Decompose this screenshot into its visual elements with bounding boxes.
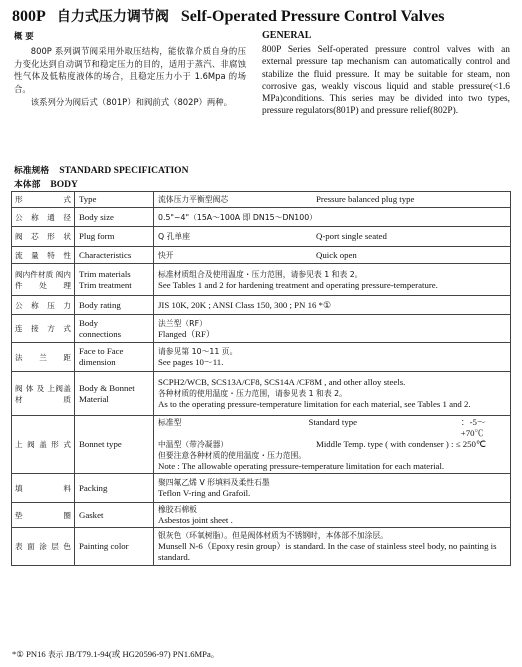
row-label-en — [75, 227, 154, 247]
row-value-text: 法兰型（RF） — [158, 318, 207, 328]
row-value — [154, 227, 511, 247]
row-label-en-line: Body size — [79, 211, 114, 222]
row-label-en-line: connections — [79, 328, 122, 339]
table-row — [12, 343, 511, 372]
table-row — [12, 315, 511, 343]
row-value-text: Quick open — [316, 249, 357, 260]
footnote — [12, 648, 219, 660]
row-label-zh: 连 接 方 式 — [12, 315, 75, 343]
row-value-line — [158, 269, 506, 280]
row-label-en — [75, 528, 154, 566]
table-row — [12, 503, 511, 528]
table-row — [12, 416, 511, 474]
body-heading — [14, 177, 78, 190]
row-value-text: Middle Temp. type ( with condenser ) : ≤ 250℃ — [316, 439, 486, 449]
row-value-line — [158, 250, 506, 261]
title-code: 800P — [12, 8, 45, 25]
page-title — [12, 6, 444, 26]
row-value-line — [158, 541, 506, 563]
row-value — [154, 416, 511, 474]
row-value-text: 橡胶石棉板 — [158, 505, 197, 514]
row-value-line — [158, 329, 506, 340]
general-zh — [14, 30, 246, 109]
row-label-en-line: Body — [79, 317, 99, 328]
row-value — [154, 264, 511, 296]
row-value-text: 快开 — [158, 250, 174, 260]
footnote-pre: *① PN16 — [12, 649, 48, 659]
row-value-text: Standard type — [308, 417, 358, 427]
row-label-en — [75, 264, 154, 296]
row-label-en — [75, 372, 154, 416]
row-value-text: 请参见第 10～11 页。 — [158, 347, 238, 356]
row-value — [154, 372, 511, 416]
table-row — [12, 528, 511, 566]
row-value-line — [158, 280, 506, 291]
row-value-text: 标准材质组合及使用温度・压力范围，请参见表 1 和表 2。 — [158, 269, 363, 279]
row-label-zh: 公 称 通 径 — [12, 208, 75, 227]
table-row — [12, 208, 511, 227]
row-value-text: Q-port single seated — [316, 231, 387, 241]
row-label-en — [75, 247, 154, 264]
row-label-zh: 垫 圈 — [12, 503, 75, 528]
row-value-line — [158, 488, 506, 499]
row-value-line — [158, 357, 506, 368]
row-value-text: 各种材质的使用温度・压力范围，请参见表 1 和表 2。 — [158, 389, 347, 398]
row-value — [154, 247, 511, 264]
row-value-line — [158, 318, 506, 329]
row-value-line — [158, 212, 506, 223]
general-zh-p1: 800P 系列调节阀采用外取压结构，能依靠介质自身的压力变化达到自动调节和稳定压力的目的，适用于蒸汽、非腐蚀性气体及低粘度液体的场合，且稳定压力小于 1.6Mpa 的场合。 — [14, 45, 246, 95]
row-label-zh: 上阀盖形式 — [12, 416, 75, 474]
row-label-en — [75, 192, 154, 208]
table-row — [12, 296, 511, 315]
row-label-en-line: Type — [79, 194, 97, 204]
general-zh-heading: 概 要 — [14, 31, 34, 41]
row-value-text: Pressure balanced plug type — [316, 194, 415, 204]
row-value — [154, 503, 511, 528]
row-value-text: 标准型 — [158, 418, 182, 427]
row-label-en-line: Body rating — [79, 299, 121, 310]
spec-heading — [14, 163, 188, 176]
row-value-line — [158, 377, 506, 388]
row-label-en-line: Trim treatment — [79, 279, 132, 290]
row-value-text: Note : The allowable operating pressure-temperature limitation for each material. — [158, 461, 445, 471]
row-label-en-line: Gasket — [79, 509, 104, 520]
title-en: Self-Operated Pressure Control Valves — [180, 8, 445, 25]
row-value-line — [158, 450, 506, 461]
row-label-en — [75, 208, 154, 227]
row-value-text: See pages 10～11. — [158, 357, 224, 367]
row-label-zh: 填 料 — [12, 474, 75, 503]
row-value — [154, 343, 511, 372]
table-row — [12, 474, 511, 503]
spec-table — [11, 191, 511, 566]
general-zh-p2: 该系列分为阀后式（801P）和阀前式（802P）两种。 — [30, 96, 232, 107]
table-row — [12, 192, 511, 208]
spec-heading-en: STANDARD SPECIFICATION — [59, 166, 189, 176]
row-label-en — [75, 474, 154, 503]
row-value-line — [158, 399, 506, 410]
row-label-en-line: Characteristics — [79, 249, 132, 260]
row-label-en-line: dimension — [79, 357, 116, 367]
row-value-line — [158, 231, 506, 242]
row-value-line — [158, 388, 506, 399]
row-value — [154, 192, 511, 208]
row-label-en-line: Trim materials — [79, 268, 131, 279]
row-value — [154, 296, 511, 315]
row-label-en-line: Plug form — [79, 231, 115, 241]
row-label-zh: 阀 体 及 上阀盖材质 — [12, 372, 75, 416]
row-value-text: As to the operating pressure-temperature limitation for each material, see Tables 1 and 2. — [158, 399, 471, 409]
row-value-text: 流体压力平衡型阀芯 — [158, 195, 229, 204]
table-row — [12, 264, 511, 296]
row-label-en — [75, 296, 154, 315]
row-value-text: 中温型（带冷凝器） — [158, 440, 229, 449]
row-label-en-line: Packing — [79, 482, 108, 493]
footnote-zh: 表示 — [47, 650, 64, 659]
general-en-text: 800P Series Self-operated pressure control valves with an external pressure tap mechanism can automatically control and stabilize the fluid pressure. It may be suitable for steam, non corrosive gas, weakly viscous liquid and stable pressure(<1.6 MPa)conditions. This series may be divided into two types, pressure regulators(801P) and pressure relief(802P). — [262, 45, 510, 117]
row-value-line — [158, 300, 506, 311]
row-value-line — [158, 461, 506, 472]
row-label-en — [75, 343, 154, 372]
row-value — [154, 315, 511, 343]
table-row — [12, 247, 511, 264]
general-en-heading: GENERAL — [262, 30, 312, 41]
body-heading-zh: 本体部 — [14, 180, 41, 190]
row-label-zh: 流 量 特 性 — [12, 247, 75, 264]
row-label-zh: 阀内件材质 阀内件处理 — [12, 264, 75, 296]
row-value-text: 0.5"~4"（15A～100A 即 DN15～DN100） — [158, 212, 317, 222]
row-value-text: See Tables 1 and 2 for hardening treatment and operating pressure-temperature. — [158, 279, 438, 290]
row-value-text: Asbestos joint sheet . — [158, 515, 233, 525]
row-value-line — [158, 504, 506, 515]
row-label-zh: 表面涂层色 — [12, 528, 75, 566]
row-value-text: Munsell N-6（Epoxy resin group）is standard. In the case of stainless steel body, no painting is standard. — [158, 541, 497, 562]
row-label-zh: 形 式 — [12, 192, 75, 208]
row-value-line — [158, 194, 506, 205]
footnote-post: JB/T79.1-94(或 HG20596-97) PN1.6MPa。 — [63, 649, 220, 659]
row-value-line — [158, 439, 506, 450]
spec-heading-zh: 标准规格 — [14, 166, 50, 176]
table-row — [12, 227, 511, 247]
row-label-en-line: Material — [79, 393, 109, 404]
row-value-line — [158, 417, 506, 439]
row-value-line — [158, 530, 506, 541]
row-value-text: Q 孔单座 — [158, 232, 191, 241]
row-label-zh: 阀 芯 形 状 — [12, 227, 75, 247]
row-value-text: 但要注意各种材质的使用温度・压力范围。 — [158, 451, 307, 460]
row-value — [154, 208, 511, 227]
row-value-text: ：-5～+70℃ — [460, 417, 486, 438]
row-value-text: Teflon V-ring and Grafoil. — [158, 488, 251, 498]
row-label-en-line: Face to Face — [79, 346, 124, 356]
row-value — [154, 474, 511, 503]
row-label-zh: 公 称 压 力 — [12, 296, 75, 315]
row-label-en — [75, 315, 154, 343]
row-label-zh: 法 兰 距 — [12, 343, 75, 372]
row-label-en-line: Painting color — [79, 541, 129, 551]
row-label-en — [75, 503, 154, 528]
row-value-line — [158, 477, 506, 488]
row-value — [154, 528, 511, 566]
title-zh: 自力式压力调节阀 — [56, 9, 169, 25]
row-label-en-line: Bonnet type — [79, 439, 122, 449]
row-label-en-line: Body & Bonnet — [79, 382, 135, 393]
row-value-line — [158, 346, 506, 357]
table-row — [12, 372, 511, 416]
body-heading-en: BODY — [50, 180, 78, 190]
row-value-text: Flanged（RF） — [158, 328, 215, 339]
row-label-en — [75, 416, 154, 474]
row-value-line — [158, 515, 506, 526]
general-en — [262, 30, 510, 117]
row-value-text: 聚四氟乙烯 V 形填料及柔性石墨 — [158, 478, 270, 487]
row-value-text: SCPH2/WCB, SCS13A/CF8, SCS14A /CF8M , and other alloy steels. — [158, 377, 406, 387]
row-value-text: JIS 10K, 20K ; ANSI Class 150, 300 ; PN 16 *① — [158, 299, 331, 310]
row-value-text: 银灰色（环氧树脂）。但是阀体材质为不锈钢时，本体部不加涂层。 — [158, 531, 389, 540]
